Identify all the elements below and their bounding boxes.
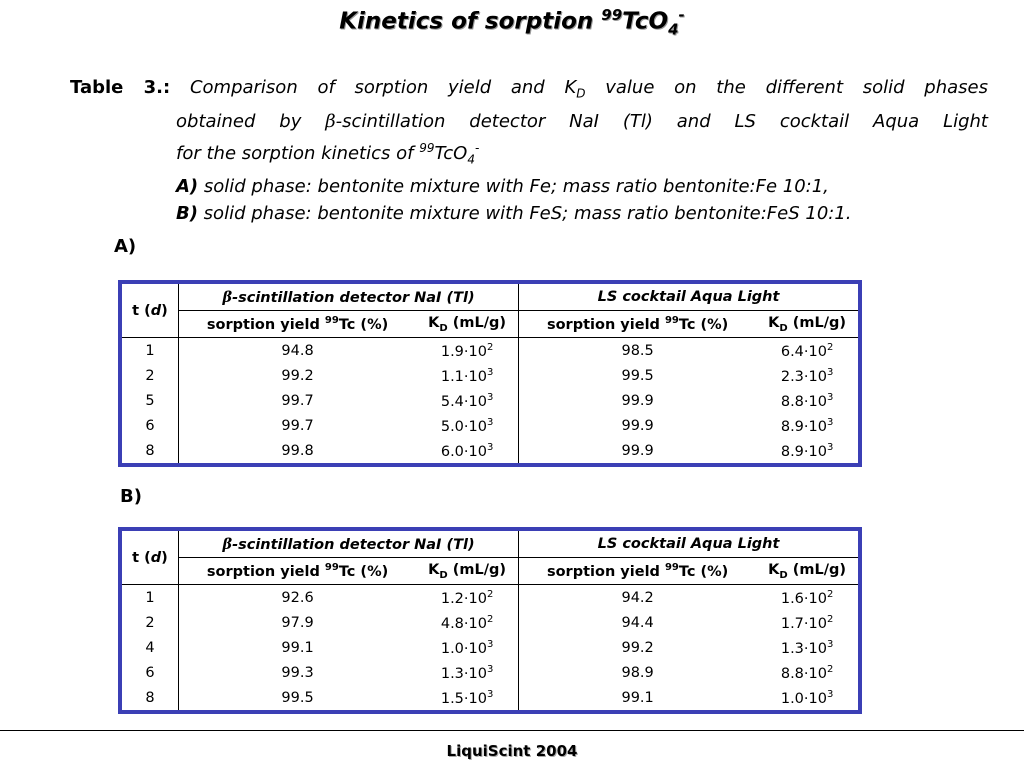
table-row: 2 99.2 $1.1\cdot 10^3$ 99.5 $2.3\cdot 10^3$ bbox=[122, 363, 858, 388]
header-kd-ls: $K_D$ (mL/g) bbox=[756, 311, 858, 338]
header-group-ls: LS cocktail Aqua Light bbox=[519, 531, 858, 558]
section-label-b: B) bbox=[120, 486, 142, 507]
table-row: 1 92.6 $1.2\cdot 10^2$ 94.2 $1.6\cdot 10^2$ bbox=[122, 585, 858, 611]
table-row: 1 94.8 $1.9\cdot 10^2$ 98.5 $6.4\cdot 10^2$ bbox=[122, 338, 858, 364]
header-group-ls: LS cocktail Aqua Light bbox=[519, 284, 858, 311]
section-label-a: A) bbox=[114, 236, 137, 257]
header-yield-ls: sorption yield $^{99}$Tc (%) bbox=[519, 311, 757, 338]
header-yield-ls: sorption yield $^{99}$Tc (%) bbox=[519, 558, 757, 585]
header-yield-nai: sorption yield $^{99}$Tc (%) bbox=[179, 558, 417, 585]
table-a bbox=[118, 280, 862, 467]
table-row: 8 99.5 $1.5\cdot 10^3$ 99.1 $1.0\cdot 10^3$ bbox=[122, 685, 858, 710]
table-caption bbox=[70, 74, 988, 227]
header-kd-ls: $K_D$ (mL/g) bbox=[756, 558, 858, 585]
header-kd-nai: $K_D$ (mL/g) bbox=[416, 311, 518, 338]
caption-line-1: Table 3.: Comparison of sorption yield and $K_D$ value on the different solid phases bbox=[70, 77, 988, 101]
table-row: 5 99.7 $5.4\cdot 10^3$ 99.9 $8.8\cdot 10^3$ bbox=[122, 388, 858, 413]
caption-item-a: A) solid phase: bentonite mixture with Fe; mass ratio bentonite:Fe 10:1, bbox=[176, 176, 829, 198]
table-b bbox=[118, 527, 862, 714]
caption-line-3: for the sorption kinetics of $^{99}$TcO$_4$- bbox=[176, 140, 480, 167]
table-row: 6 99.3 $1.3\cdot 10^3$ 98.9 $8.8\cdot 10^2$ bbox=[122, 660, 858, 685]
table-row: 8 99.8 $6.0\cdot 10^3$ 99.9 $8.9\cdot 10^3$ bbox=[122, 438, 858, 463]
footer-divider bbox=[0, 730, 1024, 731]
table-row: 4 99.1 $1.0\cdot 10^3$ 99.2 $1.3\cdot 10^3$ bbox=[122, 635, 858, 660]
header-time: t (d) bbox=[122, 284, 179, 338]
footer-text: LiquiScint 2004 bbox=[446, 742, 578, 760]
header-group-nai: β-scintillation detector NaI (Tl) bbox=[179, 284, 519, 311]
page-title: Kinetics of sorption $^{99}$TcO$_4$- bbox=[339, 6, 685, 39]
table-row: 2 97.9 $4.8\cdot 10^2$ 94.4 $1.7\cdot 10^2$ bbox=[122, 610, 858, 635]
caption-item-b: B) solid phase: bentonite mixture with FeS; mass ratio bentonite:FeS 10:1. bbox=[176, 203, 852, 225]
header-kd-nai: $K_D$ (mL/g) bbox=[416, 558, 518, 585]
header-time: t (d) bbox=[122, 531, 179, 585]
header-yield-nai: sorption yield $^{99}$Tc (%) bbox=[179, 311, 417, 338]
table-row: 6 99.7 $5.0\cdot 10^3$ 99.9 $8.9\cdot 10^3$ bbox=[122, 413, 858, 438]
caption-line-2: obtained by β-scintillation detector NaI (Tl) and LS cocktail Aqua Light bbox=[176, 110, 988, 132]
header-group-nai: β-scintillation detector NaI (Tl) bbox=[179, 531, 519, 558]
